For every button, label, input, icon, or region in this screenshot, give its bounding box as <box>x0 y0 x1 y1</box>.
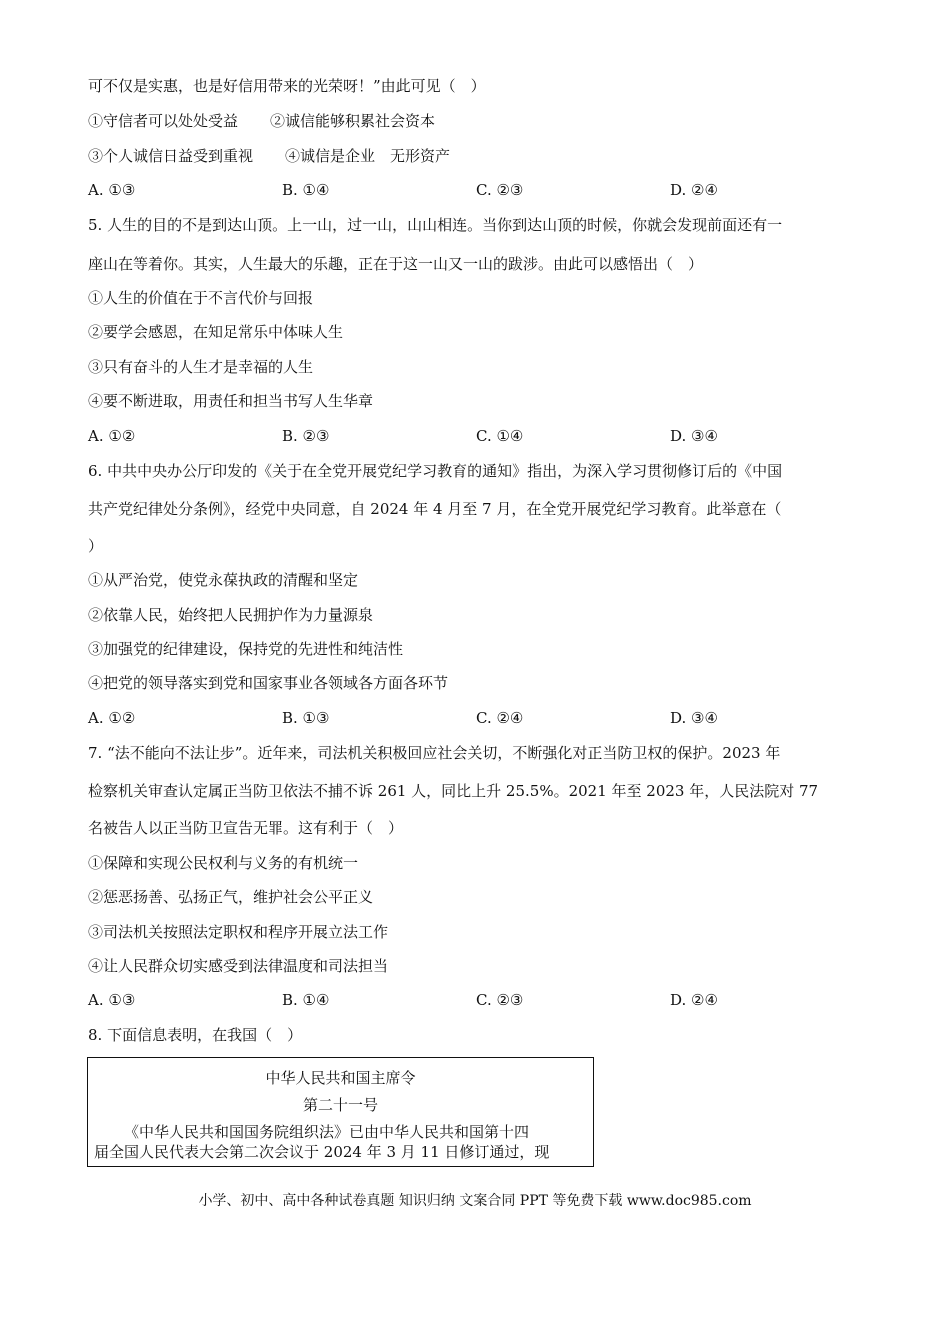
q5-statement-2: ②要学会感恩，在知足常乐中体味人生 <box>88 323 344 341</box>
q4-statements-3-4 <box>88 146 450 166</box>
q4-statement-3: ③个人诚信日益受到重视 <box>88 147 254 165</box>
q4-option-c: C. ②③ <box>476 181 524 199</box>
q4-option-b: B. ①④ <box>282 181 330 199</box>
q7-stem-line-3: 名被告人以正当防卫宣告无罪。这有利于（ ） <box>88 819 404 837</box>
q6-option-d: D. ③④ <box>670 709 718 727</box>
q6-statement-3: ③加强党的纪律建设，保持党的先进性和纯洁性 <box>88 640 404 658</box>
q4-option-d: D. ②④ <box>670 181 718 199</box>
q7-statement-1: ①保障和实现公民权利与义务的有机统一 <box>88 854 359 872</box>
q5-option-d: D. ③④ <box>670 427 718 445</box>
q8-stem: 8. 下面信息表明，在我国（ ） <box>88 1026 303 1044</box>
q5-statement-3: ③只有奋斗的人生才是幸福的人生 <box>88 358 314 376</box>
q4-statement-2: ②诚信能够积累社会资本 <box>270 112 436 130</box>
q5-option-c: C. ①④ <box>476 427 524 445</box>
q6-statement-2: ②依靠人民，始终把人民拥护作为力量源泉 <box>88 606 374 624</box>
q8-box-line-2: 届全国人民代表大会第二次会议于 2024 年 3 月 11 日修订通过，现 <box>94 1143 550 1161</box>
q7-option-c: C. ②③ <box>476 991 524 1009</box>
q8-info-box <box>87 1057 594 1167</box>
q7-stem-line-2: 检察机关审查认定属正当防卫依法不捕不诉 261 人，同比上升 25.5%。2021 年至 2023 年，人民法院对 77 <box>88 782 819 800</box>
q8-box-title: 中华人民共和国主席令 <box>265 1069 416 1087</box>
page-footer: 小学、初中、高中各种试卷真题 知识归纳 文案合同 PPT 等免费下载 www.doc985.com <box>198 1193 752 1209</box>
q7-option-b: B. ①④ <box>282 991 330 1009</box>
q6-stem-line-2: 共产党纪律处分条例》，经党中央同意，自 2024 年 4 月至 7 月，在全党开展党纪学习教育。此举意在（ <box>88 500 782 518</box>
q7-statement-3: ③司法机关按照法定职权和程序开展立法工作 <box>88 923 389 941</box>
q7-statement-2: ②惩恶扬善、弘扬正气，维护社会公平正义 <box>88 888 374 906</box>
q8-box-number: 第二十一号 <box>302 1096 378 1114</box>
q6-statement-4: ④把党的领导落实到党和国家事业各领域各方面各环节 <box>88 674 449 692</box>
q7-option-d: D. ②④ <box>670 991 718 1009</box>
q4-statements-1-2 <box>88 111 435 131</box>
q4-stem-tail: 可不仅是实惠，也是好信用带来的光荣呀！”由此可见（ ） <box>88 77 486 95</box>
q7-stem-line-1: 7. “法不能向不法让步”。近年来，司法机关积极回应社会关切，不断强化对正当防卫权的保护。2023 年 <box>88 744 781 762</box>
q6-statement-1: ①从严治党，使党永葆执政的清醒和坚定 <box>88 571 359 589</box>
q4-statement-1: ①守信者可以处处受益 <box>88 112 239 130</box>
q6-stem-line-3: ） <box>88 537 104 555</box>
q4-statement-4: ④诚信是企业 无形资产 <box>285 147 451 165</box>
q4-option-a: A. ①③ <box>88 181 136 199</box>
q6-option-b: B. ①③ <box>282 709 330 727</box>
q7-option-a: A. ①③ <box>88 991 136 1009</box>
q6-option-a: A. ①② <box>88 709 136 727</box>
q6-option-c: C. ②④ <box>476 709 524 727</box>
q5-statement-1: ①人生的价值在于不言代价与回报 <box>88 289 314 307</box>
q5-statement-4: ④要不断进取，用责任和担当书写人生华章 <box>88 392 374 410</box>
q5-stem-line-1: 5. 人生的目的不是到达山顶。上一山，过一山，山山相连。当你到达山顶的时候，你就会发现前面还有一 <box>88 216 783 234</box>
q8-box-line-1: 《中华人民共和国国务院组织法》已由中华人民共和国第十四 <box>124 1123 530 1141</box>
q6-stem-line-1: 6. 中共中央办公厅印发的《关于在全党开展党纪学习教育的通知》指出，为深入学习贯彻修订后的《中国 <box>88 462 783 480</box>
q7-statement-4: ④让人民群众切实感受到法律温度和司法担当 <box>88 957 389 975</box>
q5-stem-line-2: 座山在等着你。其实，人生最大的乐趣，正在于这一山又一山的跋涉。由此可以感悟出（ ） <box>88 255 704 273</box>
q5-option-a: A. ①② <box>88 427 136 445</box>
q5-option-b: B. ②③ <box>282 427 330 445</box>
